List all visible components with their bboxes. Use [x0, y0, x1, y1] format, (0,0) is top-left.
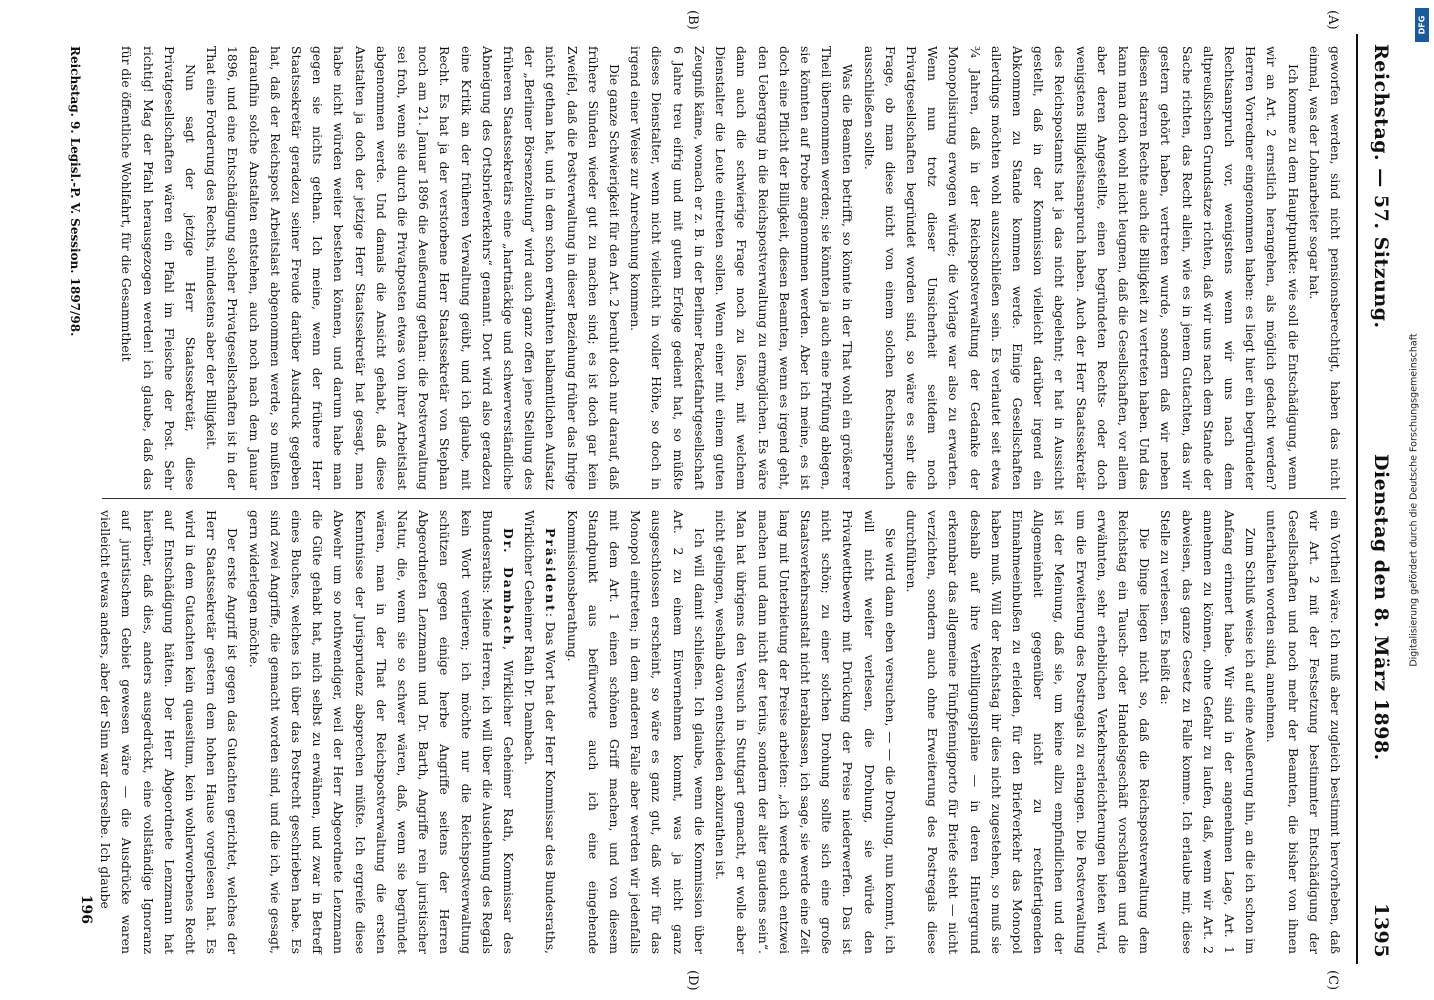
paragraph: Zum Schluß weise ich auf eine Aeußerung hin, an die ich schon im Anfang erinnert habe. Wir sind in der angenehmen Lage, Art. 1 annehmen zu können, ohne Gefahr zu laufen, daß, wenn wir Art. 2 abweisen, das ganze Gesetz zu Falle komme. Ich erlaube mir, diese Stelle zu verlesen. Es heißt da: — [1158, 510, 1259, 954]
newspaper-page — [50, 10, 1400, 991]
header-left: Reichstag. — 57. Sitzung. — [1370, 44, 1392, 329]
column-left — [100, 46, 1346, 490]
paragraph: Nun sagt der jetzige Herr Staatssekretär, diese Privatgesellschaften wären ein Pfahl im Fleische der Post. Sehr richtig! Mag der Pfahl herausgezogen werden! ich glaube, daß das für die öffentliche Wohlfahrt, für die Gesammtheit — [119, 46, 199, 490]
paragraph: Der erste Angriff ist gegen das Gutachten gerichtet, welches der Herr Staatssekretär gestern dem hohen Hause vorgelesen hat. Es wird in dem Gutachten kein quaesitum, kein wohlerworbenes Recht auf Entschädigung hätten. Der Herr Abgeordnete Lenzmann hat hierüber, daß dies, anders ausgedrückt, eine vollständige Ignoranz auf juristischem Gebiet gewesen wäre — die Ausdrücke waren vielleicht etwas anders, aber der Sinn war derselbe. Ich glaube — [98, 510, 241, 954]
paragraph: Was die Beamten betrifft, so könnte in der That wohl ein größerer Theil übernommen werden; sie könnten ja auch eine Prüfung ablegen, sie könnten auf Probe angenommen werden. Aber ich meine, es ist doch eine Pflicht der Billigkeit, diesen Beamten, wenn es irgend geht, den Uebergang in die Reichspostverwaltung zu ermöglichen. Es wäre dann auch die schwierige Frage noch zu lösen, mit welchem Dienstalter die Leute eintreten sollen. Wenn einer mit einem guten Zeugniß käme, wonach er z. B. in der Berliner Packetfahrtgesellschaft 6 Jahre treu eifrig und mit gutem Erfolge gedient hat, so müßte dieses Dienstalter, wenn nicht vielleicht in voller Höhe, so doch in irgend einer Weise zur Anrechnung kommen. — [628, 46, 856, 490]
paragraph: Präsident: Das Wort hat der Herr Kommissar des Bundesraths, Wirklicher Geheimer Rath Dr. Dambach. — [522, 510, 559, 954]
paragraph: Ich will damit schließen. Ich glaube, wenn die Kommission über Art. 2 zu einem Einvernehmen kommt, was ja nicht ganz ausgeschlossen erscheint, so wäre es ganz gut, daß wir für das Monopol eintreten; in dem anderen Falle aber werden wir jedenfalls mit dem Art. 1 einen schönen Griff machen, und von diesem Standpunkt aus befürworte auch ich eine eingehende Kommissionsberathung. — [564, 510, 707, 954]
margin-mark-a: (A) — [1325, 10, 1340, 30]
paragraph: ein Vortheil wäre. Ich muß aber zugleich bestimmt hervorheben, daß wir Art. 2 mit der Festsetzung bestimmter Entschädigung der Gesellschaften und noch mehr der Beamten, die bisher von ihnen unterhalten worden sind, annehmen. — [1264, 510, 1343, 954]
speaker-name: Präsident — [543, 528, 559, 613]
paragraph: Die ganze Schwierigkeit für den Art. 2 beruht doch nur darauf, daß frühere Sünden wieder gut zu machen sind; es ist doch gar kein Zweifel, daß die Postverwaltung in dieser Beziehung früher das Ihrige nicht gethan hat, und in dem schon erwähnten halbamtlichen Aufsatz der „Berliner Börsenzeitung“ wird auch ganz offen jene Stellung des früheren Staatssekretärs eine „hartnäckige und schwerverständliche Abneigung des Ortsbriefverkehrs“ genannt. Dort wird also geradezu eine Kritik an der früheren Verwaltung geübt, und ich glaube, mit Recht. Es hat ja der verstorbene Herr Staatssekretär von Stephan noch am 21. Januar 1896 die Aeußerung gethan: die Postverwaltung sei froh, wenn sie durch die Privatposten etwas von ihrer Arbeitslast abgenommen werde. Und damals die Ansicht gehabt, daß diese Anstalten ja doch der jetzige Herr Staatssekretär hat gesagt, man habe nicht würden weiter bestehen können, und darum habe man gegen sie nichts gethan. Ich meine, wenn der frühere Herr Staatssekretär geradezu seiner Freude darüber Ausdruck gegeben hat, daß der Reichspost Arbeitslast abgenommen werde, so mußten daraufhin solche Anstalten entstehen, auch noch nach dem Januar 1896, und eine Entschädigung solcher Privatgesellschaften ist in der That eine Forderung des Rechts, mindestens aber der Billigkeit. — [204, 46, 623, 490]
margin-mark-c: (C) — [1325, 970, 1340, 991]
dfg-logo — [1415, 8, 1429, 42]
speaker-name: Dr. Dambach — [501, 528, 517, 647]
page-number: 1395 — [1370, 903, 1392, 958]
quote-paragraph: Die Dinge liegen nicht so, daß die Reichspostverwaltung dem Reichstag ein Tausch- oder Handelsgeschäft vorschlagen und die erwähnten, sehr erheblichen Verkehrserleichterungen bieten wird, um die Erweiterung des Postregals zu erlangen. Die Postverwaltung ist der Meinung, daß sie, um keine allzu empfindlichen und der Allgemeinheit gegenüber nicht zu rechtfertigenden Einnahmeeinbußen zu erleiden, für den Briefverkehr das Monopol haben muß. Will der Reichstag ihr dies nicht zugestehen, so muß sie deshalb auf ihre Verbilligungspläne — in deren Hintergrund erkennbar das allgemeine Fünfpfennigporto für Briefe steht — nicht verzichten, sondern auch ohne Erweiterung des Postregals diese durchführen. — [903, 510, 1153, 954]
column-divider — [102, 498, 1346, 499]
margin-mark-d: (D) — [685, 970, 700, 991]
paragraph: Dr. Dambach, Wirklicher Geheimer Rath, Kommissar des Bundesraths: Meine Herren, ich will über die Ausdehnung des Regals kein Wort verlieren; ich möchte nur die Reichspostverwaltung schützen gegen einige herbe Angriffe seitens der Herren Abgeordneten Lenzmann und Dr. Barth, Angriffe rein juristischer Natur, die, wenn sie so schwer wären, daß, wenn sie begründet wären, man in der That der Reichspostverwaltung die ersten Kenntnisse der Jurisprudenz absprechen müßte. Ich ergreife diese Abwehr um so nothwendiger, weil der Herr Abgeordnete Lenzmann die Güte gehabt hat, mich selbst zu erwähnen, und zwar in Betreff eines Buches, welches ich über das Postrecht geschrieben habe. Es sind zwei Angriffe, die gemacht worden sind, und die ich, wie gesagt, gern widerlegen möchte. — [246, 510, 517, 954]
column-right — [100, 510, 1346, 954]
sheet-number: 196 — [78, 894, 94, 924]
page-footer: Reichstag. 9. Legisl.-P. V. Session. 1897/98. — [68, 46, 82, 337]
header-date: Dienstag den 8. März 1898. — [1370, 454, 1392, 761]
header-rule — [1356, 34, 1358, 964]
funding-note: Digitalisierung gefördert durch die Deutsche Forschungsgemeinschaft — [1408, 333, 1420, 667]
margin-mark-b: (B) — [685, 10, 700, 30]
paragraph: Sie wird dann eben versuchen, — — die Drohung, nun kommt, ich will nicht weiter verlesen, die Drohung, sie würde den Privatwettbewerb mit Drückung der Preise niederwerfen. Das ist nicht schön; zu einer solchen Drohung sollte sich eine große Staatsverkehrsanstalt nicht herablassen, ich sage, sie werde eine Zeit lang mit Unterbietung der Preise arbeiten: „ich werde euch entzwei machen und dann nicht der terius, sondern der alter gaudens sein“. Man hat übrigens den Versuch in Stuttgart gemacht, er wolle aber nicht gelingen, weshalb davon entschieden abzurathen ist. — [713, 510, 898, 954]
page-header — [1354, 34, 1400, 964]
dfg-logo-text: DFG — [1417, 15, 1427, 35]
paragraph: Ich komme zu dem Hauptpunkte: wie soll die Entschädigung, wenn wir an Art. 2 ernstlich herangehen, als möglich gedacht werden? Herren Vorredner eingenommen haben: es liegt hier ein begründeter Rechtsanspruch vor, wenigstens wenn wir uns nach dem altpreußischen Grundsatze richten, daß wir uns nach dem Stande der Sache richten, das Recht allein, wie es in jenem Gutachten, das wir gestern gehört haben, vertreten wurde, sondern daß wir neben diesen starren Rechte auch die Billigkeit zu vertreten haben. Und das kann man doch wohl nicht leugnen, daß die Gesellschaften, vor allem aber deren Angestellte, einen begründeten Rechts- oder doch wenigstens Billigkeitsanspruch haben. Auch der Herr Staatssekretär des Reichspostamts hat ja das nicht abgelehnt; er hat in Aussicht gestellt, daß in der Kommission vielleicht darüber irgend ein Abkommen zu Stande kommen werde. Einige Gesellschaften allerdings möchten wohl auszuschließen sein. Es verlautet seit etwa ¾ Jahren, daß in der Reichspostverwaltung der Gedanke der Monopolisirung erwogen würde; die Vorlage war also zu erwarten. Wenn nun trotz dieser Unsicherheit seitdem noch Privatgesellschaften begründet worden sind, so wäre es sehr die Frage, ob man diese nicht von einem solchen Rechtsanspruch ausschließen sollte. — [861, 46, 1301, 490]
paragraph: geworfen werden, sind nicht pensionsberechtigt, haben das nicht einmal, was der Lohnarbeiter sogar hat. — [1306, 46, 1343, 490]
